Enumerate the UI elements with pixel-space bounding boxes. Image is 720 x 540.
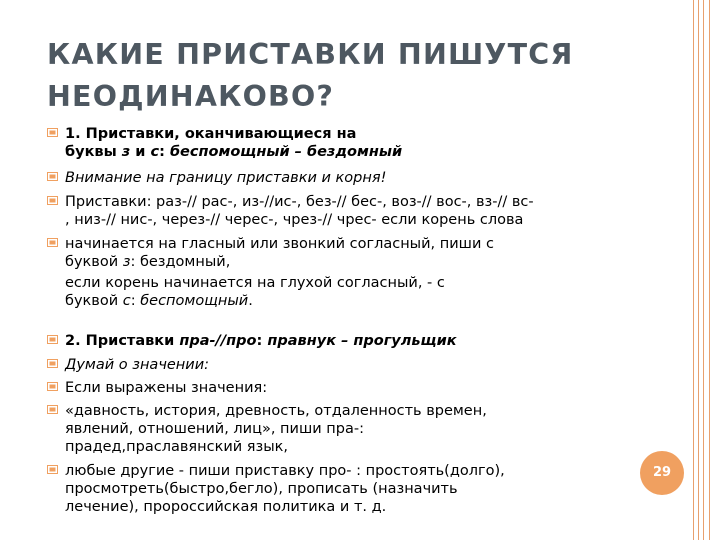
bullet-list: [47, 125, 632, 516]
slide-border-line: [709, 0, 710, 540]
slide-title-line: КАКИЕ ПРИСТАВКИ ПИШУТСЯ: [47, 38, 574, 71]
list-item: [47, 169, 632, 187]
list-item: [47, 462, 632, 516]
bullet-icon: [47, 238, 58, 247]
item-text: Приставки: раз-// рас-, из-//ис-, без-// бес-, воз-// вос-, вз-// вс-: [65, 194, 534, 210]
item-text: буквой с: беспомощный.: [65, 293, 253, 309]
item-text: «давность, история, древность, отдаленность времен,: [65, 403, 487, 419]
bullet-icon: [47, 196, 58, 205]
list-item: [47, 379, 632, 397]
item-text: , низ-// нис-, через-// черес-, чрез-// чрес- если корень слова: [65, 212, 524, 228]
item-text: 2. Приставки пра-//про: правнук – прогульщик: [65, 333, 457, 349]
list-item: [47, 193, 632, 229]
item-text: буквы з и с: беспомощный – бездомный: [65, 144, 403, 160]
slide-border-line: [698, 0, 699, 540]
bullet-icon: [47, 382, 58, 391]
bullet-icon: [47, 128, 58, 137]
list-item: [47, 332, 632, 350]
item-text: Если выражены значения:: [65, 380, 268, 396]
item-text: Думай о значении:: [65, 357, 210, 373]
item-text: явлений, отношений, лиц», пиши пра-:: [65, 421, 364, 437]
bullet-icon: [47, 335, 58, 344]
list-item: [47, 235, 632, 271]
list-item: [47, 125, 632, 161]
item-text: Внимание на границу приставки и корня!: [65, 170, 387, 186]
bullet-icon: [47, 359, 58, 368]
item-text: если корень начинается на глухой согласный, - с: [65, 275, 445, 291]
item-text: буквой з: бездомный,: [65, 254, 231, 270]
item-text: 1. Приставки, оканчивающиеся на: [65, 126, 357, 142]
item-text: лечение), пророссийская политика и т. д.: [65, 499, 387, 515]
list-item: [47, 402, 632, 456]
slide-title-line: НЕОДИНАКОВО?: [47, 80, 335, 113]
bullet-icon: [47, 405, 58, 414]
slide-title: [47, 34, 607, 118]
list-item: [47, 356, 632, 374]
bullet-icon: [47, 465, 58, 474]
bullet-icon: [47, 172, 58, 181]
item-text: начинается на гласный или звонкий согласный, пиши с: [65, 236, 494, 252]
page-number-badge: 29: [640, 451, 684, 495]
item-text: просмотреть(быстро,бегло), прописать (назначить: [65, 481, 458, 497]
item-text: прадед,праславянский язык,: [65, 439, 289, 455]
slide-border-line: [703, 0, 704, 540]
slide-border-line: [693, 0, 694, 540]
list-item: [47, 274, 632, 310]
item-text: любые другие - пиши приставку про- : простоять(долго),: [65, 463, 505, 479]
